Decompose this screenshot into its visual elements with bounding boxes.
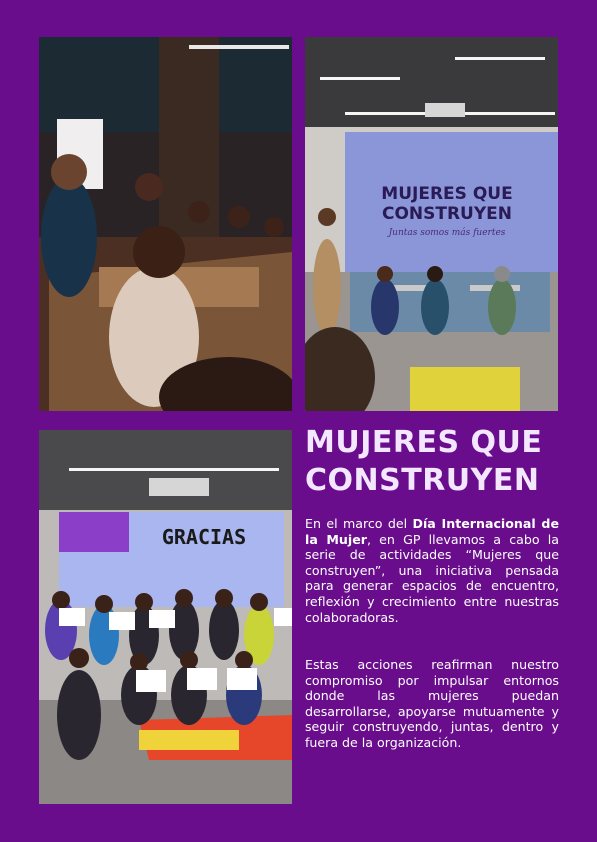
photo-group — [39, 430, 292, 804]
intro-post: , en GP llevamos a cabo la serie de actividades “Mujeres que construyen”, una iniciativa pensada para generar espacios de encuentro, reflexión y crecimiento entre nuestras colaboradoras. — [305, 531, 559, 625]
intro-highlight: Día Internacional de la Mujer — [305, 516, 559, 547]
intro-pre: En el marco del — [305, 516, 413, 531]
intro-paragraph — [305, 516, 559, 625]
screen-subtitle: Juntas somos más fuertes — [388, 228, 506, 238]
photo-panel — [305, 37, 558, 411]
title-line-2: CONSTRUYEN — [305, 463, 540, 498]
commitment-paragraph: Estas acciones reafirman nuestro compromiso por impulsar entornos donde las mujeres puedan desarrollarse, apoyarse mutuamente y seguir construyendo, juntas, dentro y fuera de la organización. — [305, 657, 559, 750]
screen-title-2: CONSTRUYEN — [381, 204, 513, 224]
page-title — [305, 424, 565, 500]
photo-roundtable — [39, 37, 292, 411]
screen-title-1: MUJERES QUE — [381, 184, 513, 204]
title-line-1: MUJERES QUE — [305, 425, 543, 460]
screen-title: GRACIAS — [161, 525, 247, 549]
